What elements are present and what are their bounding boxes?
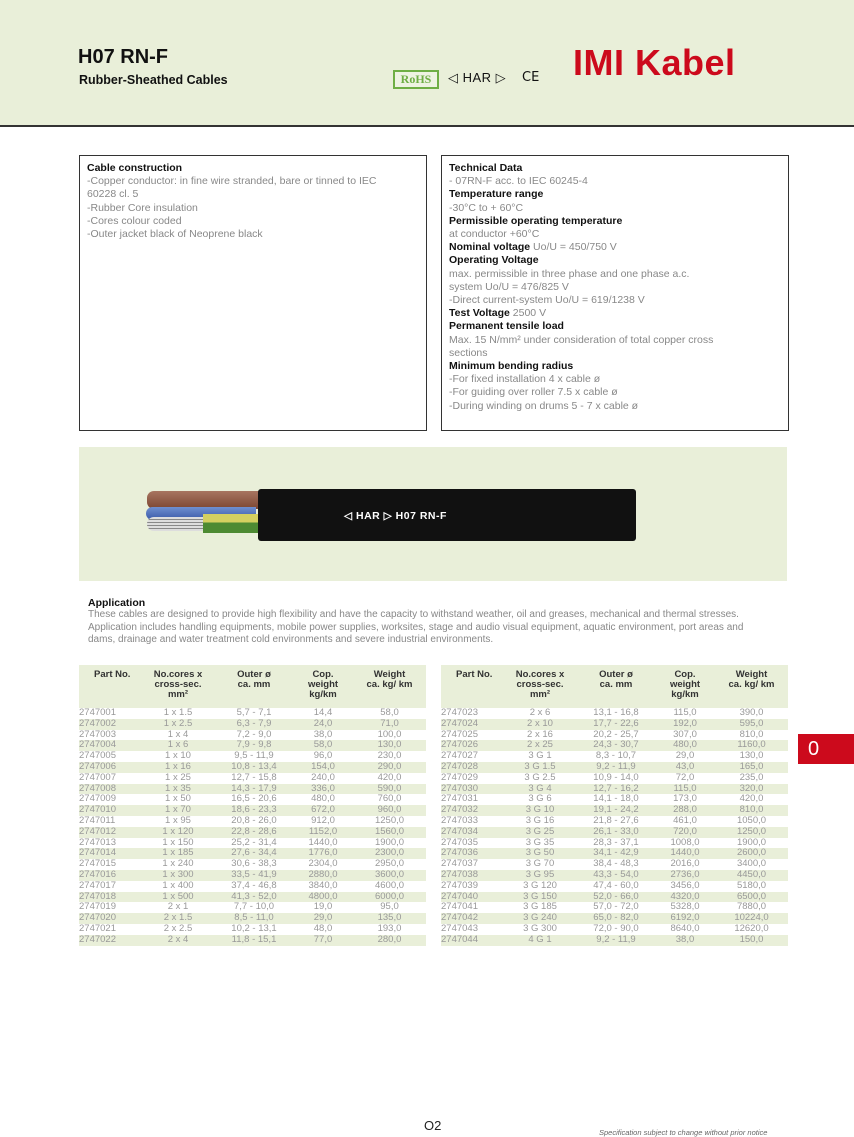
outer-diameter-cell: 10,8 - 13,4	[215, 762, 293, 773]
weight-cell: 810,0	[715, 805, 788, 816]
part-no-cell: 2747020	[79, 913, 141, 924]
table-row	[441, 935, 788, 946]
copper-weight-cell: 720,0	[655, 827, 715, 838]
part-no-cell: 2747021	[79, 924, 141, 935]
weight-cell: 595,0	[715, 719, 788, 730]
table-row	[441, 719, 788, 730]
copper-weight-cell: 240,0	[293, 773, 353, 784]
outer-diameter-cell: 47,4 - 60,0	[577, 881, 655, 892]
bare-copper-strands	[147, 517, 205, 531]
part-no-cell: 2747025	[441, 730, 503, 741]
copper-weight-cell: 480,0	[655, 740, 715, 751]
outer-diameter-cell: 7,7 - 10,0	[215, 902, 293, 913]
col-outer-diameter: Outer ø ca. mm	[577, 665, 655, 708]
outer-diameter-cell: 17,7 - 22,6	[577, 719, 655, 730]
part-no-cell: 2747007	[79, 773, 141, 784]
part-no-cell: 2747013	[79, 838, 141, 849]
weight-cell: 320,0	[715, 784, 788, 795]
weight-cell: 420,0	[353, 773, 426, 784]
table-header-row	[79, 665, 426, 708]
copper-weight-cell: 336,0	[293, 784, 353, 795]
part-no-cell: 2747027	[441, 751, 503, 762]
operating-voltage-line: system Uo/U = 476/825 V	[449, 280, 569, 293]
part-no-cell: 2747006	[79, 762, 141, 773]
outer-diameter-cell: 27,6 - 34,4	[215, 848, 293, 859]
copper-weight-cell: 2880,0	[293, 870, 353, 881]
weight-cell: 12620,0	[715, 924, 788, 935]
cores-cell: 3 G 35	[503, 838, 577, 849]
construction-line: 60228 cl. 5	[87, 188, 139, 201]
copper-weight-cell: 2016,0	[655, 859, 715, 870]
part-no-cell: 2747002	[79, 719, 141, 730]
copper-weight-cell: 24,0	[293, 719, 353, 730]
outer-diameter-cell: 9,2 - 11,9	[577, 935, 655, 946]
copper-weight-cell: 43,0	[655, 762, 715, 773]
cores-cell: 3 G 120	[503, 881, 577, 892]
outer-diameter-cell: 43,3 - 54,0	[577, 870, 655, 881]
copper-weight-cell: 912,0	[293, 816, 353, 827]
table-row	[79, 773, 426, 784]
weight-cell: 235,0	[715, 773, 788, 784]
weight-cell: 960,0	[353, 805, 426, 816]
outer-diameter-cell: 41,3 - 52,0	[215, 892, 293, 903]
cable-jacket	[258, 489, 636, 541]
application-line: These cables are designed to provide high flexibility and have the capacity to withstand weather, oil and greases, mechanical and thermal stresses.	[88, 609, 739, 621]
copper-weight-cell: 480,0	[293, 794, 353, 805]
outer-diameter-cell: 28,3 - 37,1	[577, 838, 655, 849]
outer-diameter-cell: 34,1 - 42,9	[577, 848, 655, 859]
table-row	[441, 827, 788, 838]
cores-cell: 3 G 16	[503, 816, 577, 827]
weight-cell: 130,0	[353, 740, 426, 751]
weight-cell: 165,0	[715, 762, 788, 773]
copper-weight-cell: 5328,0	[655, 902, 715, 913]
weight-cell: 71,0	[353, 719, 426, 730]
outer-diameter-cell: 25,2 - 31,4	[215, 838, 293, 849]
part-no-cell: 2747032	[441, 805, 503, 816]
construction-line: -Outer jacket black of Neoprene black	[87, 228, 263, 241]
part-no-cell: 2747036	[441, 848, 503, 859]
cores-cell: 1 x 2.5	[141, 719, 215, 730]
part-no-cell: 2747043	[441, 924, 503, 935]
outer-diameter-cell: 10,9 - 14,0	[577, 773, 655, 784]
col-weight: Weight ca. kg/ km	[353, 665, 426, 708]
copper-weight-cell: 672,0	[293, 805, 353, 816]
copper-weight-cell: 48,0	[293, 924, 353, 935]
outer-diameter-cell: 9,2 - 11,9	[577, 762, 655, 773]
col-outer-diameter: Outer ø ca. mm	[215, 665, 293, 708]
weight-cell: 1250,0	[715, 827, 788, 838]
weight-cell: 5180,0	[715, 881, 788, 892]
outer-diameter-cell: 24,3 - 30,7	[577, 740, 655, 751]
cores-cell: 2 x 25	[503, 740, 577, 751]
part-no-cell: 2747003	[79, 730, 141, 741]
part-no-cell: 2747009	[79, 794, 141, 805]
copper-weight-cell: 14,4	[293, 708, 353, 719]
nominal-voltage-label: Nominal voltage	[449, 241, 531, 254]
copper-weight-cell: 115,0	[655, 708, 715, 719]
outer-diameter-cell: 20,2 - 25,7	[577, 730, 655, 741]
cores-cell: 3 G 300	[503, 924, 577, 935]
part-no-cell: 2747015	[79, 859, 141, 870]
application-section	[88, 597, 788, 646]
tensile-load-line: Max. 15 N/mm² under consideration of total copper cross	[449, 333, 714, 346]
weight-cell: 590,0	[353, 784, 426, 795]
copper-weight-cell: 19,0	[293, 902, 353, 913]
cores-cell: 2 x 1.5	[141, 913, 215, 924]
copper-weight-cell: 29,0	[293, 913, 353, 924]
construction-line: -Copper conductor: in fine wire stranded, bare or tinned to IEC	[87, 175, 377, 188]
technical-intro: - 07RN-F acc. to IEC 60245-4	[449, 175, 588, 188]
col-weight: Weight ca. kg/ km	[715, 665, 788, 708]
cable-image	[79, 447, 787, 581]
copper-weight-cell: 1440,0	[655, 848, 715, 859]
part-no-cell: 2747023	[441, 708, 503, 719]
outer-diameter-cell: 37,4 - 46,8	[215, 881, 293, 892]
product-subtitle: Rubber-Sheathed Cables	[79, 73, 228, 87]
part-no-cell: 2747010	[79, 805, 141, 816]
cores-cell: 2 x 10	[503, 719, 577, 730]
tensile-load-line: sections	[449, 346, 488, 359]
cores-cell: 1 x 300	[141, 870, 215, 881]
weight-cell: 4600,0	[353, 881, 426, 892]
outer-diameter-cell: 33,5 - 41,9	[215, 870, 293, 881]
part-no-cell: 2747042	[441, 913, 503, 924]
part-no-cell: 2747029	[441, 773, 503, 784]
nominal-voltage-value: Uo/U = 450/750 V	[530, 241, 617, 254]
green-yellow-core	[203, 514, 259, 533]
outer-diameter-cell: 7,2 - 9,0	[215, 730, 293, 741]
cores-cell: 3 G 95	[503, 870, 577, 881]
weight-cell: 7880,0	[715, 902, 788, 913]
cores-cell: 2 x 16	[503, 730, 577, 741]
part-no-cell: 2747041	[441, 902, 503, 913]
table-row	[79, 827, 426, 838]
cores-cell: 3 G 70	[503, 859, 577, 870]
test-voltage-label: Test Voltage	[449, 307, 510, 320]
copper-weight-cell: 8640,0	[655, 924, 715, 935]
cable-construction-box	[79, 155, 427, 431]
weight-cell: 2950,0	[353, 859, 426, 870]
weight-cell: 95,0	[353, 902, 426, 913]
outer-diameter-cell: 11,8 - 15,1	[215, 935, 293, 946]
copper-weight-cell: 38,0	[655, 935, 715, 946]
weight-cell: 3600,0	[353, 870, 426, 881]
weight-cell: 760,0	[353, 794, 426, 805]
weight-cell: 130,0	[715, 751, 788, 762]
copper-weight-cell: 288,0	[655, 805, 715, 816]
brand-logo: IMI Kabel	[573, 42, 736, 83]
part-no-cell: 2747022	[79, 935, 141, 946]
part-no-cell: 2747005	[79, 751, 141, 762]
part-no-cell: 2747037	[441, 859, 503, 870]
cores-cell: 1 x 25	[141, 773, 215, 784]
cores-cell: 1 x 500	[141, 892, 215, 903]
technical-heading: Technical Data	[449, 162, 523, 174]
copper-weight-cell: 72,0	[655, 773, 715, 784]
copper-weight-cell: 29,0	[655, 751, 715, 762]
cores-cell: 1 x 95	[141, 816, 215, 827]
cores-cell: 3 G 25	[503, 827, 577, 838]
ce-mark-icon: CE	[522, 70, 540, 85]
cores-cell: 1 x 50	[141, 794, 215, 805]
weight-cell: 10224,0	[715, 913, 788, 924]
page-number: O2	[424, 1118, 442, 1133]
weight-cell: 290,0	[353, 762, 426, 773]
part-no-cell: 2747031	[441, 794, 503, 805]
copper-weight-cell: 192,0	[655, 719, 715, 730]
part-no-cell: 2747012	[79, 827, 141, 838]
cores-cell: 3 G 4	[503, 784, 577, 795]
copper-weight-cell: 96,0	[293, 751, 353, 762]
operating-temp-label: Permissible operating temperature	[449, 214, 623, 227]
weight-cell: 230,0	[353, 751, 426, 762]
part-no-cell: 2747019	[79, 902, 141, 913]
outer-diameter-cell: 19,1 - 24,2	[577, 805, 655, 816]
application-line: Application includes handling equipments, mobile power supplies, worksites, stage and audio visual equipment, aquatic environment, port areas and	[88, 621, 744, 633]
copper-weight-cell: 3840,0	[293, 881, 353, 892]
outer-diameter-cell: 7,9 - 9,8	[215, 740, 293, 751]
copper-weight-cell: 6192,0	[655, 913, 715, 924]
part-no-cell: 2747035	[441, 838, 503, 849]
outer-diameter-cell: 12,7 - 16,2	[577, 784, 655, 795]
tensile-load-label: Permanent tensile load	[449, 320, 564, 333]
copper-weight-cell: 3456,0	[655, 881, 715, 892]
parts-table-left	[79, 665, 426, 946]
copper-weight-cell: 461,0	[655, 816, 715, 827]
operating-temp-value: at conductor +60°C	[449, 228, 540, 241]
copper-weight-cell: 58,0	[293, 740, 353, 751]
outer-diameter-cell: 13,1 - 16,8	[577, 708, 655, 719]
weight-cell: 4450,0	[715, 870, 788, 881]
technical-data-box	[441, 155, 789, 431]
construction-line: -Cores colour coded	[87, 214, 182, 227]
col-copper-weight: Cop. weight kg/km	[293, 665, 353, 708]
temperature-label: Temperature range	[449, 188, 544, 201]
cores-cell: 1 x 35	[141, 784, 215, 795]
outer-diameter-cell: 57,0 - 72,0	[577, 902, 655, 913]
copper-weight-cell: 1152,0	[293, 827, 353, 838]
part-no-cell: 2747040	[441, 892, 503, 903]
copper-weight-cell: 115,0	[655, 784, 715, 795]
outer-diameter-cell: 10,2 - 13,1	[215, 924, 293, 935]
weight-cell: 58,0	[353, 708, 426, 719]
col-part-no: Part No.	[79, 665, 141, 708]
cores-cell: 2 x 1	[141, 902, 215, 913]
outer-diameter-cell: 20,8 - 26,0	[215, 816, 293, 827]
cores-cell: 1 x 70	[141, 805, 215, 816]
part-no-cell: 2747030	[441, 784, 503, 795]
weight-cell: 100,0	[353, 730, 426, 741]
bending-radius-line: -During winding on drums 5 - 7 x cable ø	[449, 399, 639, 412]
part-no-cell: 2747001	[79, 708, 141, 719]
dc-voltage-line: -Direct current-system Uo/U = 619/1238 V	[449, 294, 645, 307]
copper-weight-cell: 77,0	[293, 935, 353, 946]
part-no-cell: 2747018	[79, 892, 141, 903]
copper-weight-cell: 307,0	[655, 730, 715, 741]
application-line: dams, drainage and water treatment cold environments and severe industrial environments.	[88, 633, 494, 645]
cores-cell: 1 x 400	[141, 881, 215, 892]
test-voltage-value: 2500 V	[509, 307, 547, 320]
cores-cell: 3 G 150	[503, 892, 577, 903]
cable-print-text: ◁ HAR ▷ H07 RN-F	[344, 510, 447, 522]
copper-weight-cell: 2304,0	[293, 859, 353, 870]
part-no-cell: 2747034	[441, 827, 503, 838]
copper-weight-cell: 154,0	[293, 762, 353, 773]
bending-radius-line: -For fixed installation 4 x cable ø	[449, 373, 601, 386]
application-heading: Application	[88, 597, 146, 609]
part-no-cell: 2747016	[79, 870, 141, 881]
part-no-cell: 2747028	[441, 762, 503, 773]
table-row	[79, 881, 426, 892]
cores-cell: 1 x 185	[141, 848, 215, 859]
cores-cell: 1 x 240	[141, 859, 215, 870]
copper-weight-cell: 1776,0	[293, 848, 353, 859]
col-cores: No.cores x cross-sec. mm²	[503, 665, 577, 708]
weight-cell: 1560,0	[353, 827, 426, 838]
cores-cell: 1 x 150	[141, 838, 215, 849]
bending-radius-label: Minimum bending radius	[449, 360, 574, 373]
weight-cell: 2300,0	[353, 848, 426, 859]
table-header-row	[441, 665, 788, 708]
cores-cell: 3 G 240	[503, 913, 577, 924]
weight-cell: 150,0	[715, 935, 788, 946]
outer-diameter-cell: 52,0 - 66,0	[577, 892, 655, 903]
table-row	[79, 719, 426, 730]
part-no-cell: 2747039	[441, 881, 503, 892]
table-row	[441, 773, 788, 784]
outer-diameter-cell: 12,7 - 15,8	[215, 773, 293, 784]
cores-cell: 3 G 50	[503, 848, 577, 859]
weight-cell: 280,0	[353, 935, 426, 946]
cores-cell: 1 x 1.5	[141, 708, 215, 719]
copper-weight-cell: 4320,0	[655, 892, 715, 903]
outer-diameter-cell: 5,7 - 7,1	[215, 708, 293, 719]
copper-weight-cell: 38,0	[293, 730, 353, 741]
cores-cell: 2 x 4	[141, 935, 215, 946]
copper-weight-cell: 4800,0	[293, 892, 353, 903]
part-no-cell: 2747011	[79, 816, 141, 827]
footer-note: Specification subject to change without prior notice	[599, 1128, 768, 1137]
outer-diameter-cell: 65,0 - 82,0	[577, 913, 655, 924]
cores-cell: 3 G 6	[503, 794, 577, 805]
operating-voltage-label: Operating Voltage	[449, 254, 539, 267]
copper-weight-cell: 1440,0	[293, 838, 353, 849]
part-no-cell: 2747017	[79, 881, 141, 892]
weight-cell: 810,0	[715, 730, 788, 741]
weight-cell: 193,0	[353, 924, 426, 935]
copper-weight-cell: 2736,0	[655, 870, 715, 881]
outer-diameter-cell: 9,5 - 11,9	[215, 751, 293, 762]
product-title: H07 RN-F	[78, 46, 169, 68]
part-no-cell: 2747026	[441, 740, 503, 751]
bending-radius-line: -For guiding over roller 7.5 x cable ø	[449, 386, 618, 399]
cores-cell: 1 x 6	[141, 740, 215, 751]
cores-cell: 1 x 16	[141, 762, 215, 773]
operating-voltage-line: max. permissible in three phase and one phase a.c.	[449, 267, 690, 280]
weight-cell: 135,0	[353, 913, 426, 924]
outer-diameter-cell: 38,4 - 48,3	[577, 859, 655, 870]
col-part-no: Part No.	[441, 665, 503, 708]
har-mark-icon: ◁ HAR ▷	[448, 70, 507, 85]
cores-cell: 4 G 1	[503, 935, 577, 946]
outer-diameter-cell: 16,5 - 20,6	[215, 794, 293, 805]
cores-cell: 3 G 185	[503, 902, 577, 913]
weight-cell: 1050,0	[715, 816, 788, 827]
cores-cell: 2 x 2.5	[141, 924, 215, 935]
cores-cell: 1 x 4	[141, 730, 215, 741]
part-no-cell: 2747014	[79, 848, 141, 859]
construction-heading: Cable construction	[87, 162, 183, 174]
part-no-cell: 2747033	[441, 816, 503, 827]
weight-cell: 1160,0	[715, 740, 788, 751]
copper-weight-cell: 1008,0	[655, 838, 715, 849]
cores-cell: 1 x 10	[141, 751, 215, 762]
parts-table-right	[441, 665, 788, 946]
outer-diameter-cell: 72,0 - 90,0	[577, 924, 655, 935]
weight-cell: 3400,0	[715, 859, 788, 870]
col-copper-weight: Cop. weight kg/km	[655, 665, 715, 708]
cores-cell: 3 G 10	[503, 805, 577, 816]
cores-cell: 3 G 2.5	[503, 773, 577, 784]
weight-cell: 390,0	[715, 708, 788, 719]
table-row	[441, 881, 788, 892]
cores-cell: 1 x 120	[141, 827, 215, 838]
rohs-badge: RoHS	[393, 70, 439, 89]
cores-cell: 3 G 1.5	[503, 762, 577, 773]
outer-diameter-cell: 22,8 - 28,6	[215, 827, 293, 838]
outer-diameter-cell: 8,3 - 10,7	[577, 751, 655, 762]
weight-cell: 1900,0	[353, 838, 426, 849]
part-no-cell: 2747038	[441, 870, 503, 881]
weight-cell: 1250,0	[353, 816, 426, 827]
table-row	[79, 935, 426, 946]
part-no-cell: 2747024	[441, 719, 503, 730]
col-cores: No.cores x cross-sec. mm²	[141, 665, 215, 708]
cores-cell: 3 G 1	[503, 751, 577, 762]
outer-diameter-cell: 8,5 - 11,0	[215, 913, 293, 924]
weight-cell: 6500,0	[715, 892, 788, 903]
outer-diameter-cell: 26,1 - 33,0	[577, 827, 655, 838]
weight-cell: 1900,0	[715, 838, 788, 849]
cores-cell: 2 x 6	[503, 708, 577, 719]
construction-line: -Rubber Core insulation	[87, 201, 198, 214]
temperature-value: -30°C to + 60°C	[449, 201, 524, 214]
section-tab[interactable]: 0	[798, 734, 854, 764]
outer-diameter-cell: 21,8 - 27,6	[577, 816, 655, 827]
part-no-cell: 2747008	[79, 784, 141, 795]
outer-diameter-cell: 14,3 - 17,9	[215, 784, 293, 795]
outer-diameter-cell: 6,3 - 7,9	[215, 719, 293, 730]
weight-cell: 2600,0	[715, 848, 788, 859]
outer-diameter-cell: 14,1 - 18,0	[577, 794, 655, 805]
part-no-cell: 2747044	[441, 935, 503, 946]
weight-cell: 6000,0	[353, 892, 426, 903]
outer-diameter-cell: 18,6 - 23,3	[215, 805, 293, 816]
page-header	[0, 0, 854, 127]
weight-cell: 420,0	[715, 794, 788, 805]
copper-weight-cell: 173,0	[655, 794, 715, 805]
outer-diameter-cell: 30,6 - 38,3	[215, 859, 293, 870]
part-no-cell: 2747004	[79, 740, 141, 751]
